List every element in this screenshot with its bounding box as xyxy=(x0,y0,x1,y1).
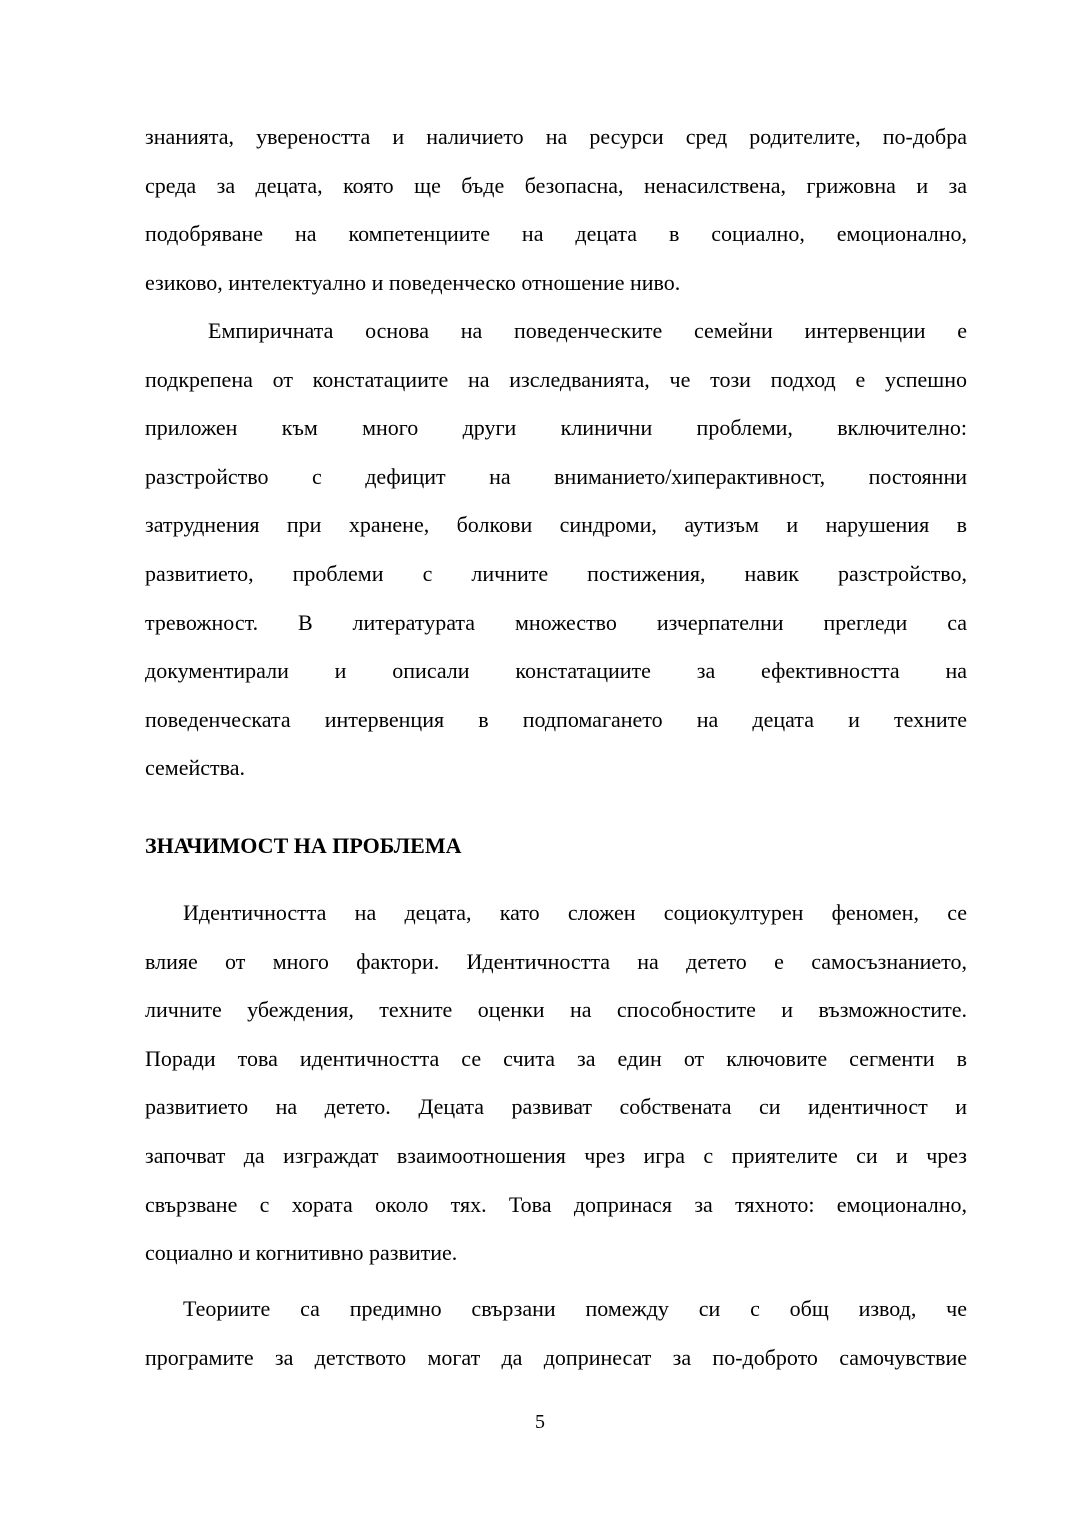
text-line: програмите за детството могат да допринесат за по-доброто самочувствие xyxy=(145,1344,967,1370)
paragraph-2 xyxy=(145,307,967,793)
text-line: развитието на детето. Децата развиват собствената си идентичност и xyxy=(145,1094,967,1120)
text-line: затруднения при хранене, болкови синдроми, аутизъм и нарушения в xyxy=(145,512,967,538)
text-line: знанията, увереността и наличието на ресурси сред родителите, по-добра xyxy=(145,124,967,149)
page-number: 5 xyxy=(535,1411,545,1433)
text-line: свързване с хората около тях. Това допринася за тяхното: емоционално, xyxy=(145,1191,967,1217)
text-line: Емпиричната основа на поведенческите семейни интервенции е xyxy=(208,318,967,343)
section-heading: ЗНАЧИМОСТ НА ПРОБЛЕМА xyxy=(145,833,462,858)
paragraph-4 xyxy=(145,1285,967,1382)
text-line: влияе от много фактори. Идентичността на детето е самосъзнанието, xyxy=(145,948,967,974)
text-line: семейства. xyxy=(145,755,245,781)
text-line: подобряване на компетенциите на децата в социално, емоционално, xyxy=(145,221,967,247)
text-line: Теориите са предимно свързани помежду си с общ извод, че xyxy=(183,1296,967,1321)
text-line: подкрепена от констатациите на изследванията, че този подход е успешно xyxy=(145,366,967,392)
text-line: документирали и описали констатациите за ефективността на xyxy=(145,658,967,684)
text-line: разстройство с дефицит на вниманието/хиперактивност, постоянни xyxy=(145,463,967,489)
text-line: тревожност. В литературата множество изчерпателни прегледи са xyxy=(145,609,967,635)
text-line: поведенческата интервенция в подпомагането на децата и техните xyxy=(145,706,967,732)
text-line: Поради това идентичността се счита за един от ключовите сегменти в xyxy=(145,1045,967,1071)
paragraph-1 xyxy=(145,113,967,307)
text-line: социално и когнитивно развитие. xyxy=(145,1240,458,1266)
text-line: Идентичността на децата, като сложен социокултурен феномен, се xyxy=(183,900,967,925)
paragraph-3 xyxy=(145,889,967,1278)
text-line: започват да изграждат взаимоотношения чрез игра с приятелите си и чрез xyxy=(145,1142,967,1168)
text-line: езиково, интелектуално и поведенческо отношение ниво. xyxy=(145,269,681,295)
text-line: среда за децата, която ще бъде безопасна, ненасилствена, грижовна и за xyxy=(145,172,967,198)
text-line: личните убеждения, техните оценки на способностите и възможностите. xyxy=(145,997,967,1023)
text-line: развитието, проблеми с личните постижения, навик разстройство, xyxy=(145,560,967,586)
text-line: приложен към много други клинични проблеми, включително: xyxy=(145,415,967,441)
